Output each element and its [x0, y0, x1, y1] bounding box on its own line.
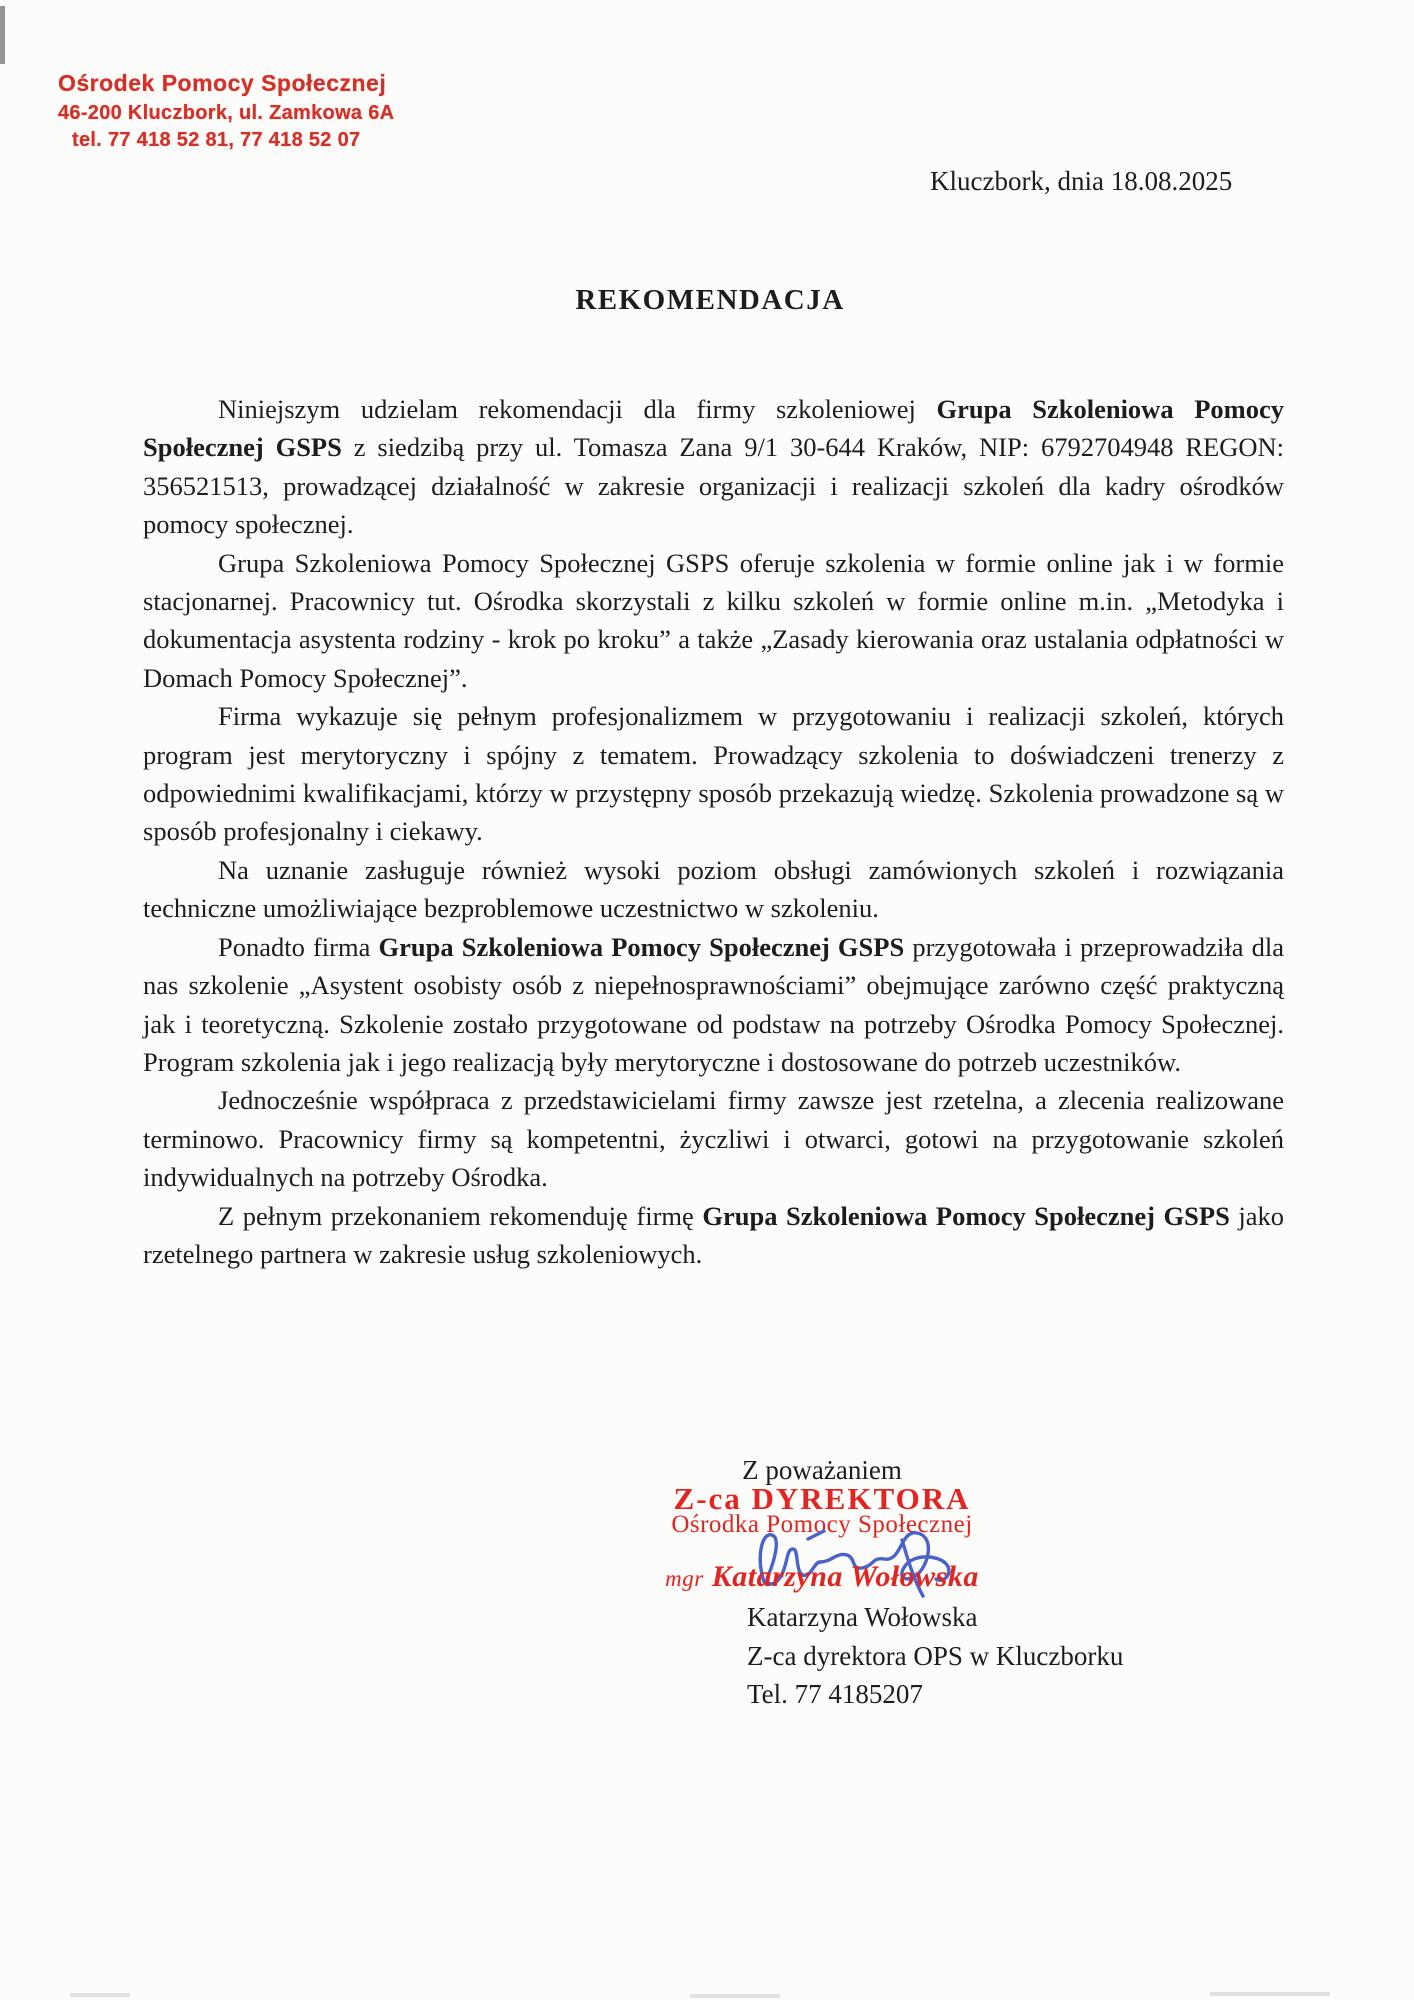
- stamp-org-name: Ośrodek Pomocy Społecznej: [58, 70, 387, 96]
- letter-body: [143, 390, 1284, 1273]
- letter-title: REKOMENDACJA: [575, 284, 845, 316]
- paragraph: Jednocześnie współpraca z przedstawicielami firmy zawsze jest rzetelna, a zlecenia realizowane terminowo. Pracownicy firmy są kompetentni, życzliwi i otwarci, gotowi na przygotowanie szkoleń indywidualnych na potrzeby Ośrodka.: [143, 1085, 1284, 1193]
- stamp-address: 46-200 Kluczbork, ul. Zamkowa 6A: [58, 102, 395, 124]
- scan-artifact: [1210, 1992, 1330, 1996]
- signer-name-stamp: [562, 1560, 1082, 1594]
- stamp-phone: tel. 77 418 52 81, 77 418 52 07: [72, 129, 361, 151]
- place-and-date: Kluczbork, dnia 18.08.2025: [930, 166, 1233, 196]
- signer-stamp-name-text: Katarzyna Wołowska: [711, 1560, 979, 1593]
- paragraph: Grupa Szkoleniowa Pomocy Społecznej GSPS oferuje szkolenia w formie online jak i w formie stacjonarnej. Pracownicy tut. Ośrodka skorzystali z kilku szkoleń w formie online m.in. „Metodyka i dokumentacja asystenta rodziny - krok po kroku” a także „Zasady kierowania oraz ustalania odpłatności w Domach Pomocy Społecznej”.: [143, 547, 1284, 693]
- signer-title-abbrev: mgr: [665, 1566, 704, 1591]
- paragraph: Na uznanie zasługuje również wysoki poziom obsługi zamówionych szkoleń i rozwiązania techniczne umożliwiające bezproblemowe uczestnictwo w szkoleniu.: [143, 854, 1284, 924]
- paragraph: Z pełnym przekonaniem rekomenduję firmę Grupa Szkoleniowa Pomocy Społecznej GSPS jako rzetelnego partnera w zakresie usług szkoleniowych.: [143, 1200, 1285, 1269]
- signer-name: Katarzyna Wołowska: [747, 1602, 978, 1632]
- signature-typed-block: [747, 1598, 1123, 1714]
- scan-artifact: [690, 1994, 780, 1998]
- signer-org-stamp: Ośrodka Pomocy Społecznej: [671, 1511, 973, 1538]
- signer-phone: Tel. 77 4185207: [747, 1679, 923, 1709]
- paragraph: Ponadto firma Grupa Szkoleniowa Pomocy Społecznej GSPS przygotowała i przeprowadziła dla nas szkolenie „Asystent osobisty osób z niepełnosprawnościami” obejmujące zarówno część praktyczną jak i teoretyczną. Szkolenie zostało przygotowane od podstaw na potrzeby Ośrodka Pomocy Społecznej. Program szkolenia jak i jego realizacją były merytoryczne i dostosowane do potrzeb uczestników.: [143, 931, 1284, 1077]
- paragraph: Firma wykazuje się pełnym profesjonalizmem w przygotowaniu i realizacji szkoleń, których program jest merytoryczny i spójny z tematem. Prowadzący szkolenia to doświadczeni trenerzy z odpowiednimi kwalifikacjami, którzy w przystępny sposób przekazują wiedzę. Szkolenia prowadzone są w sposób profesjonalny i ciekawy.: [143, 701, 1284, 847]
- office-stamp-header: [58, 70, 394, 152]
- paragraph: Niniejszym udzielam rekomendacji dla firmy szkoleniowej Grupa Szkoleniowa Pomocy Społecznej GSPS z siedzibą przy ul. Tomasza Zana 9/1 30-644 Kraków, NIP: 6792704948 REGON: 356521513, prowadzącej działalność w zakresie organizacji i realizacji szkoleń dla kadry ośrodków pomocy społecznej.: [143, 394, 1284, 540]
- scan-artifact: [0, 6, 5, 64]
- closing-phrase: Z poważaniem: [742, 1455, 902, 1485]
- signer-position: Z-ca dyrektora OPS w Kluczborku: [747, 1640, 1124, 1671]
- signer-role-stamp: Z-ca DYREKTORA: [673, 1481, 971, 1516]
- scan-artifact: [70, 1993, 130, 1997]
